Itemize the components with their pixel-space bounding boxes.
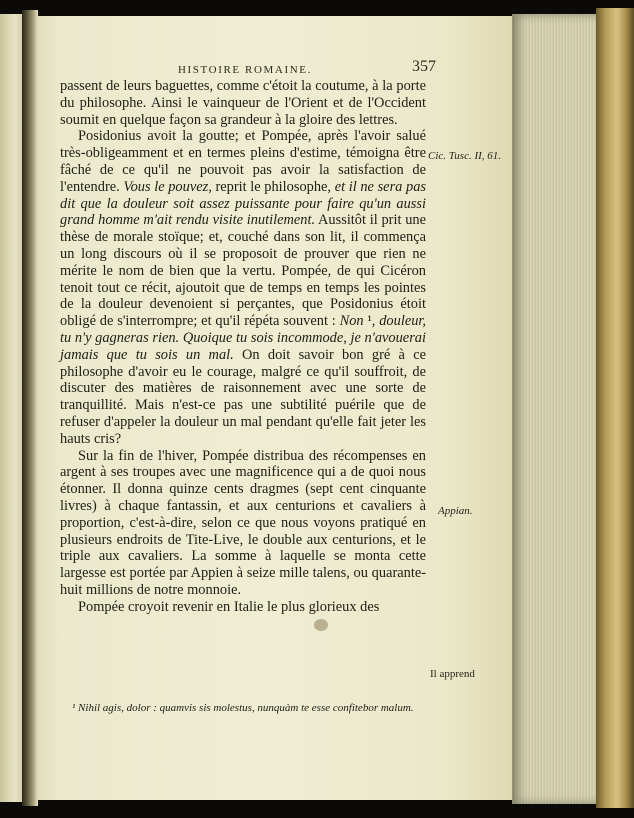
book-cover-edge — [596, 8, 634, 808]
text-run: Pompée croyoit revenir en Italie le plus glorieux des — [78, 598, 380, 615]
italic-text: Non — [339, 313, 364, 330]
page-number: 357 — [412, 58, 436, 75]
italic-text: , douleur, tu n'y gagneras rien. Quoique tu sois incommode, je n'avouerai jamais que tu sois un mal. — [60, 313, 426, 363]
text-run: , reprit le philosophe, — [208, 178, 335, 195]
paragraph — [60, 599, 426, 616]
margin-note-cicero: Cic. Tusc. II, 61. — [428, 150, 502, 162]
text-run: Sur la fin de l'hiver, Pompée distribua des récompenses en argent à ses troupes avec une magnificence qui a de quoi nous étonner. Il donna quinze cents dragmes (sept cent cinquante livres) à chaque fantassin, et aux centurions et cavaliers à proportion, c'est-à-dire, selon ce que nous voyons pratiqué en plusieurs endroits de Tite-Live, le double aux centurions, et le triple aux cavaliers. La somme à laquelle se monta cette largesse est portée par Appien à seize mille talens, ou quarante-huit millions de notre monnoie. — [60, 447, 426, 598]
margin-note-il-apprend: Il apprend — [430, 668, 475, 680]
footnote: ¹ Nihil agis, dolor : quamvis sis molestus, nunquàm te esse confitebor malum. — [72, 702, 414, 714]
text-run: Posidonius avoit la goutte; et Pompée, après l'avoir salué très-obligeamment et en termes pleins d'estime, témoigna être fâché de ce qu'il ne pouvoit pas avoir la satisfaction de l'entendre. — [60, 128, 426, 195]
italic-text: Vous le pouvez — [123, 178, 209, 195]
page-body-text — [60, 78, 426, 616]
italic-text: et il ne sera pas dit que la douleur soit assez puissante pour faire qu'un aussi grand homme m'ait rendu visite inutilement. — [60, 178, 426, 229]
paragraph — [60, 448, 426, 599]
previous-page-edge — [0, 14, 22, 802]
text-run: ¹ — [363, 313, 372, 330]
text-run: Aussitôt il prit une thèse de morale stoïque; et, couché dans son lit, il commença un long discours où il se proposoit de prouver que rien ne mérite le nom de bien que la vertu. Pompée, de qui Cicéron tenoit tout ce récit, ajoutoit que de temps en temps les pointes de la douleur devenoient si perçantes, que Posidonius étoit obligé de s'interrompre; et qu'il répéta souvent : — [60, 212, 426, 330]
page-stain — [314, 619, 328, 631]
running-title: HISTOIRE ROMAINE. — [178, 64, 312, 76]
page-stack-fore-edge — [512, 14, 604, 804]
page-gutter — [22, 10, 38, 806]
paragraph — [60, 128, 426, 447]
paragraph — [60, 78, 426, 128]
margin-note-appian: Appian. — [438, 505, 473, 517]
text-run: passent de leurs baguettes, comme c'étoit la coutume, à la porte du philosophe. Ainsi le vainqueur de l'Orient et de l'Occident soumit en quelque façon sa grandeur à la gloire des lettres. — [60, 78, 426, 128]
text-run: On doit savoir bon gré à ce philosophe d'avoir eu le courage, malgré ce qu'il souffroit, de discuter des matières de raisonnement avec une sorte de tranquillité. Mais n'est-ce pas une subtilité puérile que de refuser d'appeler la douleur un mal pendant qu'elle fait jeter les hauts cris? — [60, 346, 427, 447]
